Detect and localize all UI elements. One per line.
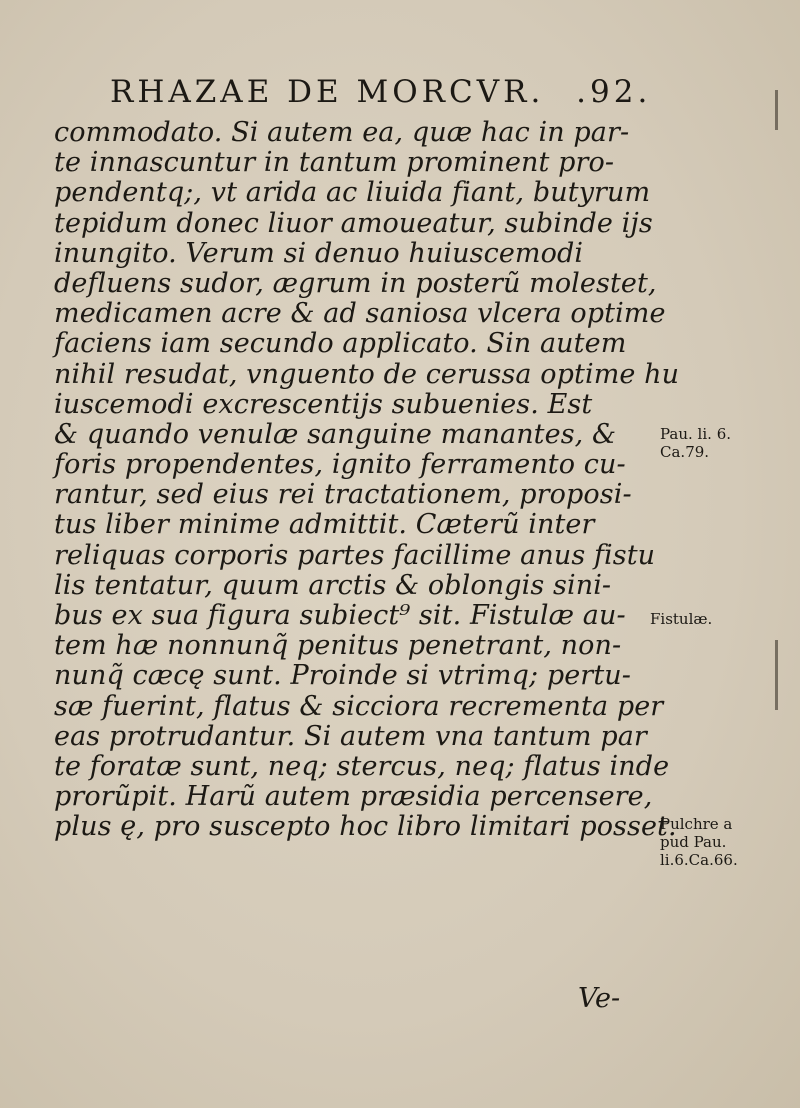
running-head-title: RHAZAE DE MORCVR. — [110, 74, 545, 110]
text-line: iuscemodi excrescentijs subuenies. Est — [54, 388, 593, 420]
text-line: te foratæ sunt, neq; stercus, neq; flatus inde — [54, 750, 670, 782]
text-line: lis tentatur, quum arctis & oblongis sini- — [54, 569, 612, 601]
text-line: nunq̃ cæcę sunt. Proinde si vtrimq; pertu- — [54, 660, 631, 692]
margin-note-line: Pau. li. 6. — [660, 425, 732, 443]
running-head — [110, 74, 651, 110]
bleed-through-mark — [775, 90, 778, 130]
text-line: inungito. Verum si denuo huiuscemodi — [54, 237, 584, 269]
text-line: foris propendentes, ignito ferramento cu- — [54, 449, 626, 481]
text-line: faciens iam secundo applicato. Sin autem — [54, 328, 627, 360]
folio-number: .92. — [576, 74, 652, 110]
margin-note-line: li.6.Ca.66. — [660, 851, 738, 869]
margin-note-line: pud Pau. — [660, 833, 727, 851]
text-line: te innascuntur in tantum prominent pro- — [54, 147, 615, 179]
text-line: bus ex sua figura subiect⁹ sit. Fistulæ au- — [54, 600, 626, 631]
text-line: rantur, sed eius rei tractationem, proposi- — [54, 479, 632, 511]
text-line: tem hæ nonnunq̃ penitus penetrant, non- — [54, 630, 622, 662]
text-line: tus liber minime admittit. Cæterũ inter — [54, 509, 595, 541]
text-line: nihil resudat, vnguento de cerussa optime hu — [54, 358, 680, 390]
text-line: prorũpit. Harũ autem præsidia percensere, — [54, 781, 653, 813]
text-line: pendentq;, vt arida ac liuida fiant, butyrum — [54, 177, 651, 209]
margin-note-pulchre — [660, 815, 738, 869]
margin-note-line: Ca.79. — [660, 443, 710, 461]
margin-note-fistulae: Fistulæ. — [650, 610, 713, 628]
margin-note-line: Pulchre a — [660, 815, 733, 833]
text-line: tepidum donec liuor amoueatur, subinde ijs — [54, 207, 653, 239]
text-line: eas protrudantur. Si autem vna tantum par — [54, 720, 647, 752]
text-line: reliquas corporis partes facillime anus fistu — [54, 539, 656, 571]
body-text — [54, 117, 680, 843]
text-line: commodato. Si autem ea, quæ hac in par- — [54, 117, 630, 148]
text-line: medicamen acre & ad saniosa vlcera optime — [54, 298, 666, 330]
catchword: Ve- — [578, 983, 621, 1014]
text-line: sæ fuerint, flatus & sicciora recrementa per — [54, 690, 664, 722]
bleed-through-mark — [775, 640, 778, 710]
margin-note-pau-li-6 — [660, 425, 731, 461]
text-line: defluens sudor, ægrum in posterũ molestet, — [54, 267, 657, 299]
text-line: & quando venulæ sanguine manantes, & — [54, 418, 617, 450]
text-line: plus ę, pro suscepto hoc libro limitari posset. — [54, 811, 677, 843]
